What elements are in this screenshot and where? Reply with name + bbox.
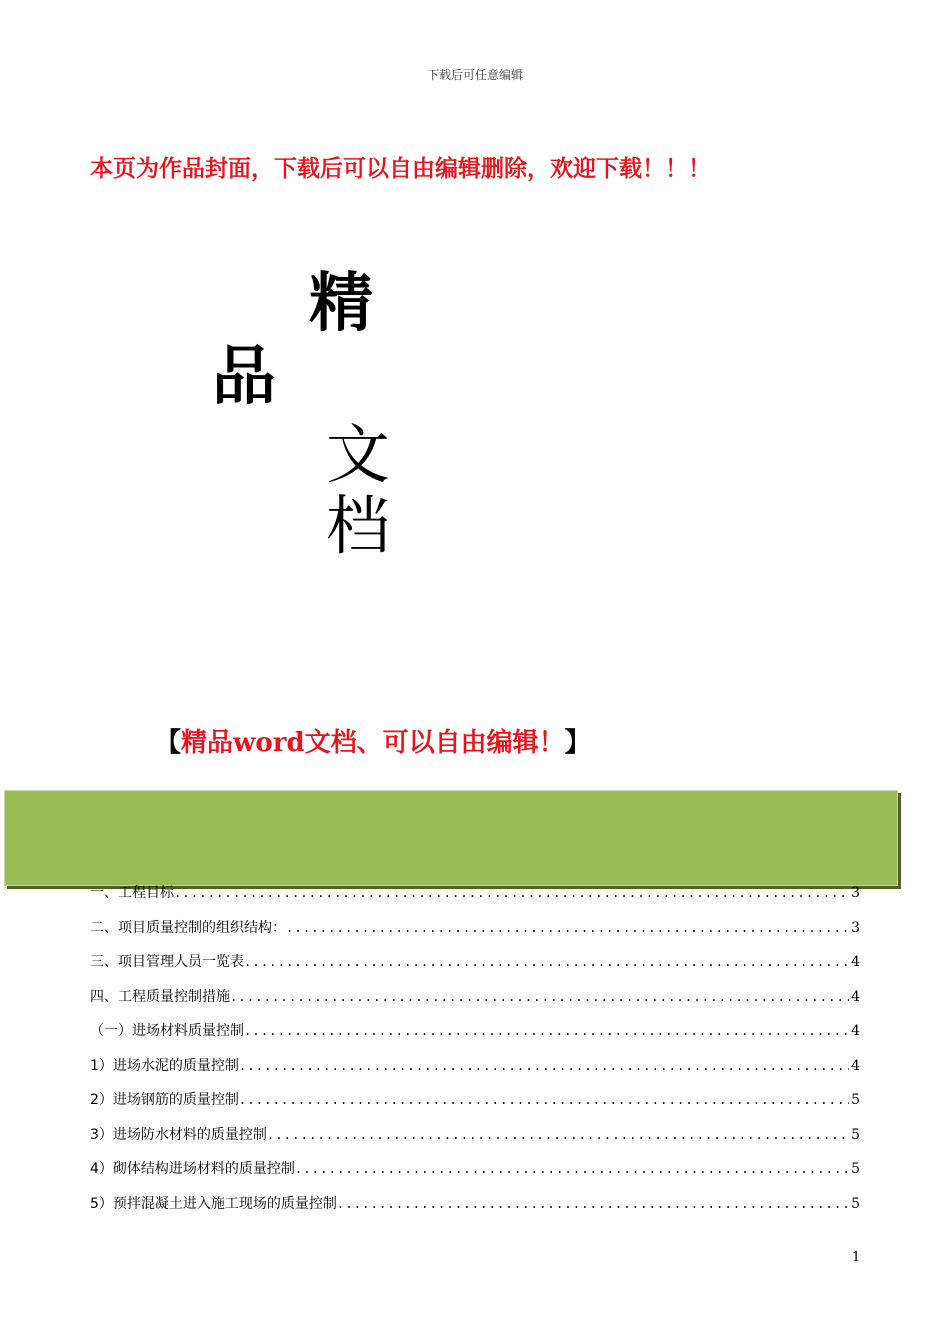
toc-entry-page: 5: [851, 1161, 860, 1177]
toc-entry-label: 二、项目质量控制的组织结构：: [90, 919, 286, 936]
toc-leader-dots: [244, 955, 849, 969]
toc-entry-label: 2）进场钢筋的质量控制: [90, 1092, 239, 1108]
toc-leader-dots: [230, 990, 849, 1004]
toc-entry[interactable]: [90, 882, 860, 917]
cover-title-char-2: 品: [212, 340, 276, 414]
toc-entry-label: 三、项目管理人员一览表: [90, 954, 244, 970]
page-number: 1: [852, 1250, 861, 1265]
cover-banner: [155, 722, 591, 759]
toc-entry[interactable]: [90, 986, 860, 1021]
toc-entry[interactable]: [90, 1089, 860, 1124]
toc-heading-box: [4, 790, 898, 886]
toc-entry-page: 3: [851, 885, 860, 901]
banner-open-bracket: 【: [155, 728, 182, 758]
toc-entry-page: 5: [851, 1195, 860, 1212]
toc-entry[interactable]: [90, 917, 860, 952]
cover-title-char-1: 精: [309, 267, 373, 341]
toc-entry-page: 3: [851, 919, 860, 936]
toc-leader-dots: [239, 1059, 849, 1073]
cover-title-char-4: 档: [326, 490, 390, 564]
toc-entry-page: 4: [851, 1023, 860, 1039]
toc-leader-dots: [267, 1128, 849, 1142]
toc-entry[interactable]: [90, 1124, 860, 1159]
toc-entry[interactable]: [90, 1193, 860, 1228]
toc-leader-dots: [174, 886, 849, 900]
toc-entry-page: 4: [851, 1057, 860, 1074]
cover-notice: 本页为作品封面，下载后可以自由编辑删除，欢迎下载！！！: [90, 156, 711, 182]
toc-entry-label: 一、工程目标: [90, 885, 174, 901]
toc-entry-label: 3）进场防水材料的质量控制: [90, 1126, 267, 1143]
toc-entry-label: 4）砌体结构进场材料的质量控制: [90, 1161, 295, 1177]
toc-entry-page: 4: [851, 988, 860, 1005]
toc-entry[interactable]: [90, 1158, 860, 1193]
toc-leader-dots: [295, 1162, 849, 1176]
toc-entry-page: 5: [851, 1126, 860, 1143]
toc-leader-dots: [239, 1093, 849, 1107]
toc-entry-label: 四、工程质量控制措施: [90, 988, 230, 1005]
toc-leader-dots: [244, 1024, 849, 1038]
toc-leader-dots: [286, 921, 849, 935]
toc-entry-label: 5）预拌混凝土进入施工现场的质量控制: [90, 1195, 337, 1212]
banner-text: 精品word文档、可以自由编辑！: [181, 728, 565, 758]
toc-entry-label: 1）进场水泥的质量控制: [90, 1057, 239, 1074]
cover-title-char-3: 文: [326, 419, 390, 493]
page-header-note: 下载后可任意编辑: [426, 68, 523, 82]
toc-entry[interactable]: [90, 951, 860, 986]
toc-entry[interactable]: [90, 1020, 860, 1055]
table-of-contents: [90, 882, 860, 1227]
toc-entry-label: （一）进场材料质量控制: [90, 1023, 244, 1039]
banner-close-bracket: 】: [564, 728, 591, 758]
toc-leader-dots: [337, 1197, 849, 1211]
toc-entry-page: 5: [851, 1092, 860, 1108]
toc-entry[interactable]: [90, 1055, 860, 1090]
toc-entry-page: 4: [851, 954, 860, 970]
